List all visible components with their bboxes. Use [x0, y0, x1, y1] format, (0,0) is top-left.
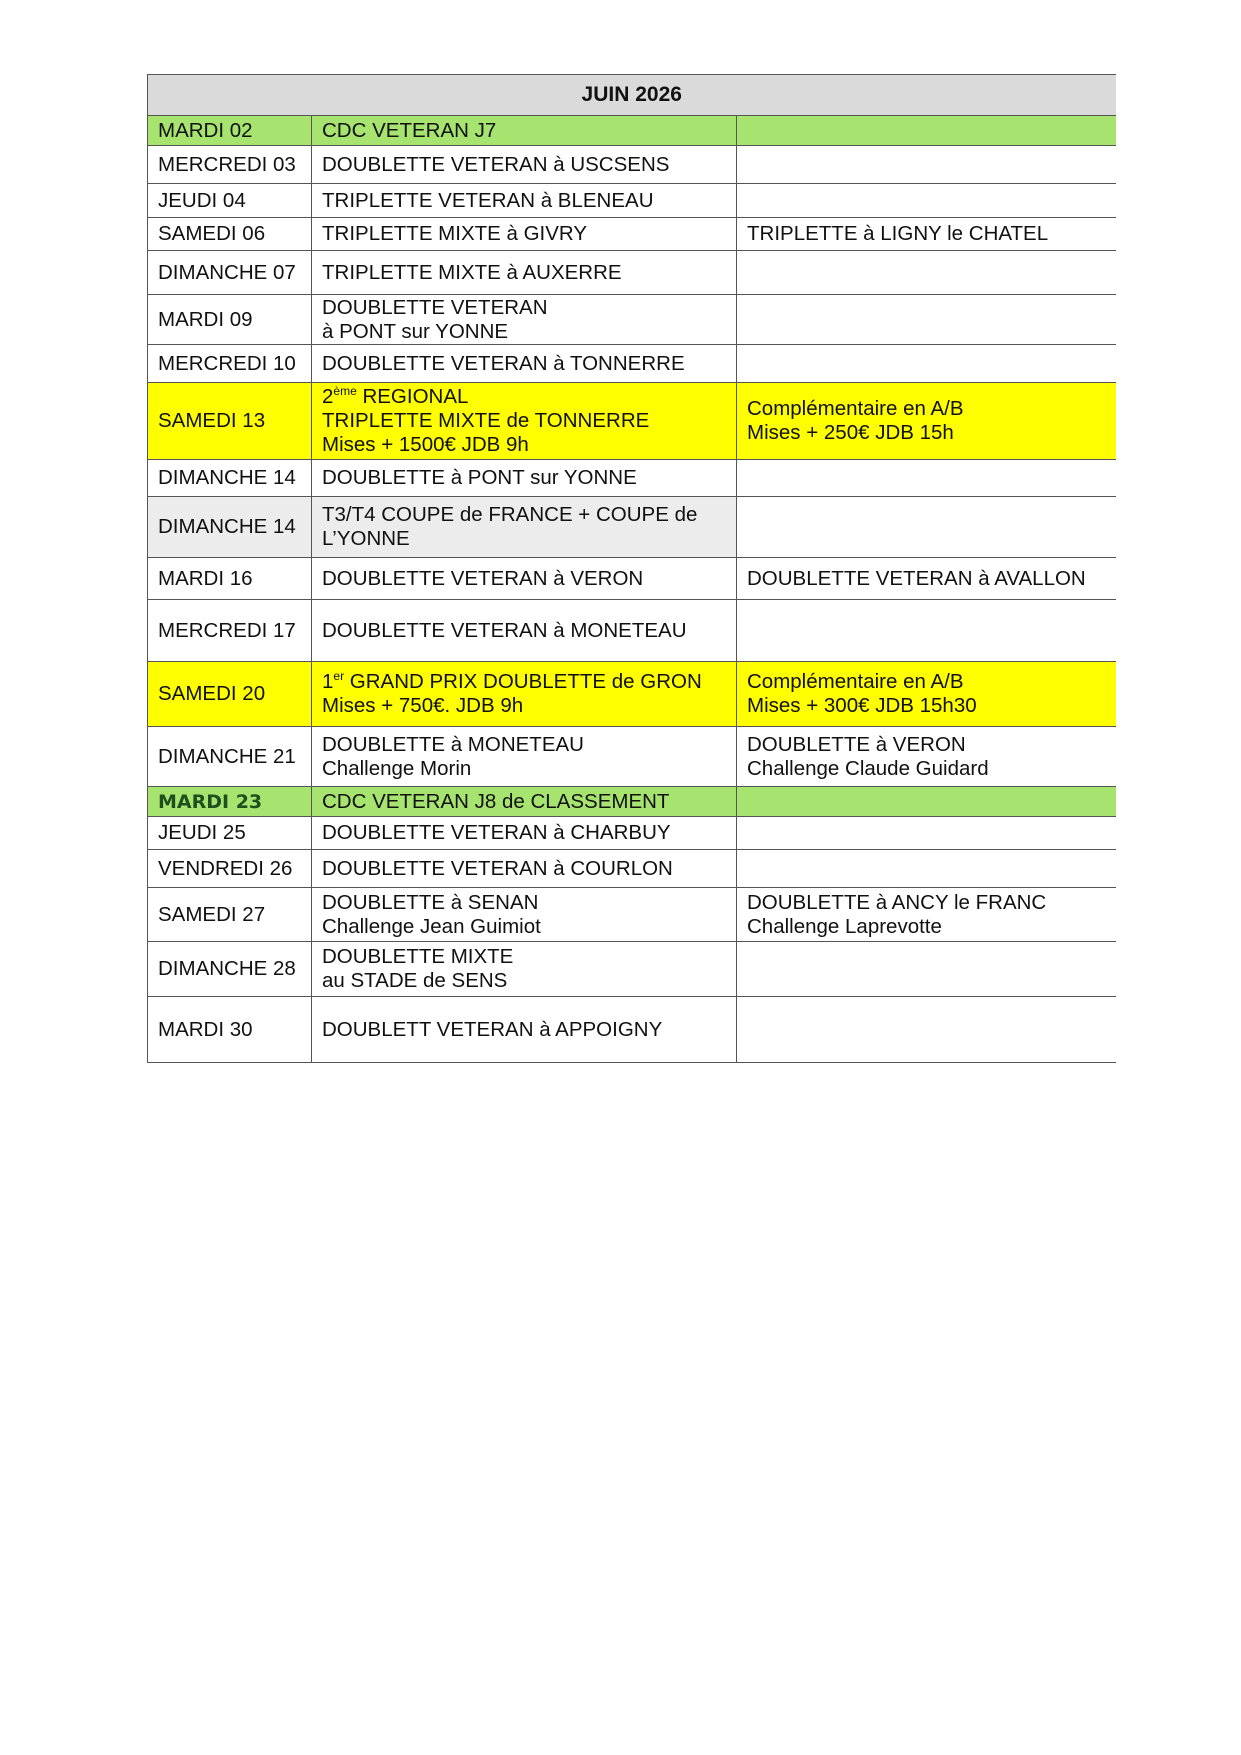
schedule-row	[148, 116, 1116, 146]
schedule-sheet	[147, 74, 1115, 1063]
row-event-main	[312, 997, 737, 1063]
row-day: DIMANCHE 21	[148, 727, 312, 787]
event-line: CDC VETERAN J7	[322, 118, 497, 142]
event-line: DOUBLETTE VETERAN	[322, 295, 548, 319]
row-event-main	[312, 184, 737, 218]
row-event-secondary	[737, 295, 1116, 345]
month-title: JUIN 2026	[148, 75, 1116, 116]
row-day: DIMANCHE 14	[148, 460, 312, 497]
event-line: Challenge Jean Guimiot	[322, 914, 541, 938]
row-event-secondary	[737, 383, 1116, 460]
row-event-secondary	[737, 727, 1116, 787]
row-day: SAMEDI 13	[148, 383, 312, 460]
event-line: au STADE de SENS	[322, 969, 508, 992]
row-event-main	[312, 345, 737, 383]
month-header-row	[148, 75, 1116, 116]
schedule-row	[148, 888, 1116, 942]
row-event-secondary	[737, 888, 1116, 942]
row-day: MERCREDI 03	[148, 146, 312, 184]
row-day: JEUDI 04	[148, 184, 312, 218]
row-event-secondary	[737, 184, 1116, 218]
event-line: DOUBLETTE VETERAN à COURLON	[322, 856, 673, 880]
row-event-main	[312, 146, 737, 184]
row-event-main	[312, 460, 737, 497]
row-event-main	[312, 787, 737, 817]
schedule-row	[148, 727, 1116, 787]
event-line: TRIPLETTE VETERAN à BLENEAU	[322, 188, 654, 212]
schedule-table	[147, 74, 1116, 1063]
row-day: SAMEDI 27	[148, 888, 312, 942]
row-day: SAMEDI 20	[148, 662, 312, 727]
schedule-row	[148, 460, 1116, 497]
row-event-secondary	[737, 146, 1116, 184]
row-day: MARDI 30	[148, 997, 312, 1063]
row-event-main	[312, 600, 737, 662]
event-line: DOUBLETTE VETERAN à VERON	[322, 566, 644, 590]
row-day: MARDI 09	[148, 295, 312, 345]
event-line: DOUBLETTE à SENAN	[322, 890, 539, 914]
event-line: DOUBLETTE à VERON	[747, 732, 966, 756]
schedule-row	[148, 997, 1116, 1063]
row-day: MARDI 16	[148, 558, 312, 600]
row-day: DIMANCHE 28	[148, 942, 312, 997]
schedule-row	[148, 383, 1116, 460]
event-line: Challenge Morin	[322, 756, 472, 780]
row-day: MARDI 23	[148, 787, 312, 817]
row-day: DIMANCHE 07	[148, 251, 312, 295]
schedule-row	[148, 218, 1116, 251]
event-line: L’YONNE	[322, 527, 410, 550]
event-line: DOUBLETTE VETERAN à USCSENS	[322, 152, 670, 176]
event-line: Challenge Claude Guidard	[747, 756, 989, 780]
event-line: DOUBLETTE à ANCY le FRANC	[747, 890, 1047, 914]
event-line: DOUBLETTE à PONT sur YONNE	[322, 466, 637, 489]
event-line: T3/T4 COUPE de FRANCE + COUPE de	[322, 503, 698, 526]
event-line: Challenge Laprevotte	[747, 914, 942, 938]
schedule-row	[148, 817, 1116, 850]
event-line: Mises + 750€. JDB 9h	[322, 694, 524, 717]
row-day: MERCREDI 10	[148, 345, 312, 383]
row-event-secondary	[737, 600, 1116, 662]
row-day: SAMEDI 06	[148, 218, 312, 251]
event-line: DOUBLETTE VETERAN à MONETEAU	[322, 618, 687, 642]
schedule-row	[148, 558, 1116, 600]
row-event-secondary	[737, 345, 1116, 383]
event-line: Complémentaire en A/B	[747, 397, 964, 420]
event-line-ordinal: 2ème REGIONAL	[322, 384, 469, 408]
row-event-main	[312, 817, 737, 850]
row-event-main	[312, 295, 737, 345]
event-line: TRIPLETTE MIXTE à AUXERRE	[322, 260, 622, 284]
row-event-secondary	[737, 460, 1116, 497]
event-line: Complémentaire en A/B	[747, 670, 964, 693]
row-day: JEUDI 25	[148, 817, 312, 850]
event-line-ordinal: 1er GRAND PRIX DOUBLETTE de GRON	[322, 669, 702, 693]
event-line: TRIPLETTE MIXTE à GIVRY	[322, 222, 588, 245]
event-line: CDC VETERAN J8 de CLASSEMENT	[322, 789, 670, 813]
row-event-secondary	[737, 251, 1116, 295]
schedule-row	[148, 184, 1116, 218]
row-event-main	[312, 888, 737, 942]
event-line: DOUBLETTE à MONETEAU	[322, 732, 584, 756]
row-event-secondary	[737, 558, 1116, 600]
event-line: DOUBLETT VETERAN à APPOIGNY	[322, 1017, 663, 1041]
row-day: DIMANCHE 14	[148, 497, 312, 558]
row-event-main	[312, 850, 737, 888]
schedule-row	[148, 600, 1116, 662]
row-event-main	[312, 116, 737, 146]
row-event-main	[312, 218, 737, 251]
row-event-main	[312, 942, 737, 997]
event-line: à PONT sur YONNE	[322, 319, 509, 343]
row-event-main	[312, 727, 737, 787]
schedule-row	[148, 662, 1116, 727]
row-event-main	[312, 497, 737, 558]
row-event-main	[312, 662, 737, 727]
row-event-secondary	[737, 850, 1116, 888]
event-line: TRIPLETTE à LIGNY le CHATEL	[747, 222, 1049, 245]
schedule-row	[148, 251, 1116, 295]
row-event-main	[312, 558, 737, 600]
schedule-row	[148, 850, 1116, 888]
event-line: DOUBLETTE VETERAN à TONNERRE	[322, 351, 685, 375]
row-event-secondary	[737, 787, 1116, 817]
row-day: MARDI 02	[148, 116, 312, 146]
row-event-secondary	[737, 116, 1116, 146]
row-day: MERCREDI 17	[148, 600, 312, 662]
row-event-secondary	[737, 997, 1116, 1063]
schedule-row	[148, 295, 1116, 345]
row-event-secondary	[737, 497, 1116, 558]
event-line: DOUBLETTE MIXTE	[322, 945, 514, 968]
event-line: Mises + 250€ JDB 15h	[747, 421, 954, 444]
schedule-row	[148, 497, 1116, 558]
event-line: Mises + 1500€ JDB 9h	[322, 433, 529, 456]
row-day: VENDREDI 26	[148, 850, 312, 888]
event-line: DOUBLETTE VETERAN à AVALLON	[747, 566, 1086, 590]
row-event-main	[312, 383, 737, 460]
schedule-row	[148, 146, 1116, 184]
row-event-secondary	[737, 662, 1116, 727]
event-line: DOUBLETTE VETERAN à CHARBUY	[322, 821, 671, 844]
event-line: Mises + 300€ JDB 15h30	[747, 694, 977, 717]
row-event-secondary	[737, 218, 1116, 251]
row-event-secondary	[737, 942, 1116, 997]
schedule-row	[148, 942, 1116, 997]
schedule-row	[148, 345, 1116, 383]
event-line: TRIPLETTE MIXTE de TONNERRE	[322, 409, 650, 432]
row-event-secondary	[737, 817, 1116, 850]
row-event-main	[312, 251, 737, 295]
schedule-row	[148, 787, 1116, 817]
